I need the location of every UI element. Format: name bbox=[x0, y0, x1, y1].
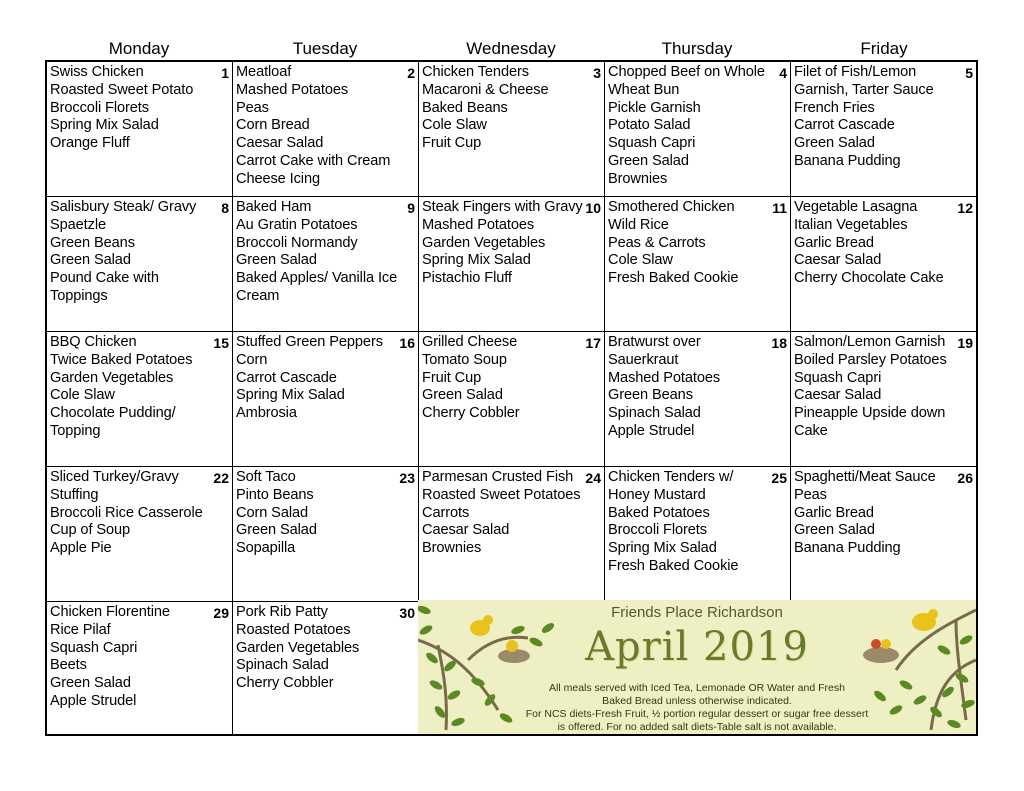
menu-item: Mashed Potatoes bbox=[608, 369, 721, 386]
menu-item: Broccoli Rice Casserole bbox=[50, 504, 203, 521]
menu-item-list bbox=[608, 199, 787, 288]
day-cell bbox=[47, 62, 233, 197]
day-cell bbox=[233, 602, 419, 734]
day-number: 22 bbox=[213, 470, 229, 486]
menu-item: Italian Vegetables bbox=[794, 216, 908, 233]
menu-item: Vegetable Lasagna bbox=[794, 199, 918, 215]
menu-item: French Fries bbox=[794, 99, 875, 116]
day-cell bbox=[419, 332, 605, 467]
meal-note-line: All meals served with Iced Tea, Lemonade OR Water and Fresh bbox=[549, 682, 845, 694]
menu-item: Corn Bread bbox=[236, 117, 310, 134]
menu-item-list bbox=[422, 199, 601, 288]
menu-item-list bbox=[236, 199, 415, 306]
day-number: 25 bbox=[771, 470, 787, 486]
menu-item: Salisbury Steak/ Gravy bbox=[50, 199, 197, 215]
menu-item: Caesar Salad bbox=[236, 135, 324, 152]
menu-item: Broccoli Normandy bbox=[236, 234, 358, 251]
menu-item-list bbox=[794, 199, 973, 288]
menu-item: Green Beans bbox=[608, 387, 693, 404]
day-cell bbox=[791, 332, 976, 467]
menu-item: Boiled Parsley Potatoes bbox=[794, 351, 947, 368]
menu-item: Pound Cake with bbox=[50, 270, 159, 287]
menu-item: Brownies bbox=[608, 170, 668, 187]
menu-item-list bbox=[236, 64, 415, 189]
menu-item: Green Salad bbox=[236, 252, 317, 269]
menu-item: Carrot Cake with Cream bbox=[236, 152, 391, 169]
day-cell bbox=[605, 467, 791, 602]
menu-item: Spaetzle bbox=[50, 216, 106, 233]
menu-item: Green Salad bbox=[794, 522, 875, 539]
weekday-header bbox=[46, 38, 978, 60]
menu-item: Orange Fluff bbox=[50, 135, 130, 152]
menu-item: Mashed Potatoes bbox=[422, 216, 535, 233]
meal-note-line: For NCS diets-Fresh Fruit, ½ portion regular dessert or sugar free dessert bbox=[525, 708, 869, 720]
menu-item-list bbox=[236, 604, 415, 693]
day-cell bbox=[47, 197, 233, 332]
menu-item-list bbox=[236, 334, 415, 423]
day-cell bbox=[605, 62, 791, 197]
month-title: April 2019 bbox=[585, 624, 809, 670]
menu-item-list bbox=[50, 469, 229, 558]
menu-item: Soft Taco bbox=[236, 469, 296, 485]
day-label-friday: Friday bbox=[860, 39, 908, 58]
menu-item: Peas bbox=[236, 99, 269, 116]
day-number: 10 bbox=[585, 200, 601, 216]
day-number: 9 bbox=[407, 200, 415, 216]
menu-item: Corn Salad bbox=[236, 504, 309, 521]
menu-item: Caesar Salad bbox=[794, 252, 882, 269]
day-number: 29 bbox=[213, 605, 229, 621]
menu-item: Carrots bbox=[422, 504, 470, 521]
menu-item: Macaroni & Cheese bbox=[422, 81, 549, 98]
menu-item: Potato Salad bbox=[608, 117, 691, 134]
day-label-thursday: Thursday bbox=[661, 39, 733, 58]
menu-item: Spring Mix Salad bbox=[236, 387, 345, 404]
menu-item: Sliced Turkey/Gravy bbox=[50, 469, 179, 485]
menu-item-list bbox=[608, 64, 787, 189]
menu-item: Cream bbox=[236, 287, 280, 304]
day-cell bbox=[233, 332, 419, 467]
menu-item: Chocolate Pudding/ bbox=[50, 405, 176, 422]
menu-item: Caesar Salad bbox=[794, 387, 882, 404]
menu-item: Corn bbox=[236, 351, 268, 368]
menu-item: Banana Pudding bbox=[794, 540, 901, 557]
day-cell bbox=[233, 62, 419, 197]
menu-item: Pork Rib Patty bbox=[236, 604, 328, 620]
menu-item-list bbox=[608, 469, 787, 576]
menu-item: Broccoli Florets bbox=[50, 99, 149, 116]
day-number: 24 bbox=[585, 470, 601, 486]
menu-item-list bbox=[50, 199, 229, 306]
day-number: 11 bbox=[772, 200, 787, 216]
day-cell bbox=[605, 332, 791, 467]
menu-item: Cherry Cobbler bbox=[236, 675, 334, 692]
day-cell bbox=[233, 467, 419, 602]
menu-item: Chicken Florentine bbox=[50, 604, 170, 620]
menu-item: Carrot Cascade bbox=[236, 369, 337, 386]
day-number: 19 bbox=[957, 335, 973, 351]
menu-item: Mashed Potatoes bbox=[236, 81, 349, 98]
menu-item: Smothered Chicken bbox=[608, 199, 735, 215]
menu-item: Peas bbox=[794, 486, 827, 503]
menu-item: Cole Slaw bbox=[50, 387, 115, 404]
menu-item: Parmesan Crusted Fish bbox=[422, 469, 574, 485]
menu-item: Steak Fingers with Gravy bbox=[422, 199, 583, 215]
menu-item: Apple Strudel bbox=[50, 692, 137, 709]
menu-item: Roasted Sweet Potato bbox=[50, 81, 194, 98]
menu-item: Sauerkraut bbox=[608, 351, 679, 368]
day-number: 5 bbox=[965, 65, 973, 81]
menu-item: Grilled Cheese bbox=[422, 334, 518, 350]
menu-item: Brownies bbox=[422, 540, 482, 557]
menu-item: Peas & Carrots bbox=[608, 234, 706, 251]
menu-item: Wild Rice bbox=[608, 216, 669, 233]
menu-item: Squash Capri bbox=[50, 639, 138, 656]
menu-item: Caesar Salad bbox=[422, 522, 510, 539]
menu-item: Garden Vegetables bbox=[236, 639, 360, 656]
menu-item: Roasted Sweet Potatoes bbox=[422, 486, 581, 503]
day-number: 4 bbox=[779, 65, 787, 81]
menu-item: Broccoli Florets bbox=[608, 522, 707, 539]
menu-item: Cole Slaw bbox=[422, 117, 487, 134]
menu-item: Filet of Fish/Lemon bbox=[794, 64, 917, 80]
menu-item: Topping bbox=[50, 422, 101, 439]
menu-item: Green Beans bbox=[50, 234, 135, 251]
menu-item-list bbox=[50, 334, 229, 441]
day-label-monday: Monday bbox=[108, 39, 170, 58]
menu-item: Baked Apples/ Vanilla Ice bbox=[236, 270, 398, 287]
menu-item: Cake bbox=[794, 422, 828, 439]
menu-item: Tomato Soup bbox=[422, 351, 507, 368]
day-cell bbox=[47, 332, 233, 467]
meal-note-line: Baked Bread unless otherwise indicated. bbox=[602, 695, 792, 707]
menu-item: Cole Slaw bbox=[608, 252, 673, 269]
day-label-wednesday: Wednesday bbox=[466, 39, 556, 58]
menu-item-list bbox=[794, 64, 973, 171]
menu-item: Cup of Soup bbox=[50, 522, 131, 539]
menu-item: Spring Mix Salad bbox=[50, 117, 159, 134]
menu-item: Garden Vegetables bbox=[422, 234, 546, 251]
meal-notes bbox=[478, 682, 916, 734]
day-cell bbox=[419, 197, 605, 332]
menu-item: Ambrosia bbox=[236, 405, 297, 422]
day-number: 1 bbox=[221, 65, 229, 81]
menu-item: Swiss Chicken bbox=[50, 64, 144, 80]
menu-item: Wheat Bun bbox=[608, 81, 680, 98]
menu-item: Fresh Baked Cookie bbox=[608, 557, 739, 574]
menu-item-list bbox=[794, 334, 973, 441]
menu-item: Squash Capri bbox=[608, 135, 696, 152]
menu-item: Green Salad bbox=[236, 522, 317, 539]
menu-item: Baked Potatoes bbox=[608, 504, 710, 521]
menu-item: Rice Pilaf bbox=[50, 621, 111, 638]
day-number: 2 bbox=[407, 65, 415, 81]
menu-item: Bratwurst over bbox=[608, 334, 701, 350]
menu-item: Stuffing bbox=[50, 486, 99, 503]
menu-item: Beets bbox=[50, 657, 87, 674]
menu-item-list bbox=[50, 604, 229, 711]
menu-item: Garlic Bread bbox=[794, 504, 874, 521]
month-banner bbox=[418, 600, 976, 734]
menu-item: Chicken Tenders w/ bbox=[608, 469, 734, 485]
day-cell bbox=[233, 197, 419, 332]
menu-item-list bbox=[422, 469, 601, 558]
day-cell bbox=[791, 197, 976, 332]
menu-item-list bbox=[422, 64, 601, 153]
menu-item: Fruit Cup bbox=[422, 135, 482, 152]
day-cell bbox=[47, 602, 233, 734]
menu-item: Banana Pudding bbox=[794, 152, 901, 169]
menu-item: Salmon/Lemon Garnish bbox=[794, 334, 946, 350]
menu-item: Roasted Potatoes bbox=[236, 621, 351, 638]
day-number: 16 bbox=[399, 335, 415, 351]
menu-item: Baked Beans bbox=[422, 99, 508, 116]
menu-item: Cherry Chocolate Cake bbox=[794, 270, 944, 287]
menu-item-list bbox=[50, 64, 229, 153]
menu-item-list bbox=[794, 469, 973, 558]
menu-item: Green Salad bbox=[794, 135, 875, 152]
menu-item: Chicken Tenders bbox=[422, 64, 529, 80]
menu-item: BBQ Chicken bbox=[50, 334, 137, 350]
day-number: 26 bbox=[957, 470, 973, 486]
menu-item: Green Salad bbox=[608, 152, 689, 169]
day-number: 15 bbox=[213, 335, 229, 351]
meal-note-line: is offered. For no added salt diets-Table salt is not available. bbox=[557, 721, 837, 733]
menu-item: Green Salad bbox=[422, 387, 503, 404]
menu-item: Green Salad bbox=[50, 675, 131, 692]
menu-item: Garlic Bread bbox=[794, 234, 874, 251]
day-number: 12 bbox=[957, 200, 973, 216]
day-number: 18 bbox=[771, 335, 787, 351]
day-cell bbox=[791, 467, 976, 602]
menu-item: Fruit Cup bbox=[422, 369, 482, 386]
menu-item: Green Salad bbox=[50, 252, 131, 269]
menu-item: Fresh Baked Cookie bbox=[608, 270, 739, 287]
day-number: 3 bbox=[593, 65, 601, 81]
menu-item: Spinach Salad bbox=[236, 657, 329, 674]
menu-item: Au Gratin Potatoes bbox=[236, 216, 358, 233]
menu-item: Honey Mustard bbox=[608, 486, 706, 503]
day-cell bbox=[419, 467, 605, 602]
day-number: 8 bbox=[221, 200, 229, 216]
day-cell bbox=[791, 62, 976, 197]
day-cell bbox=[419, 62, 605, 197]
menu-item: Garden Vegetables bbox=[50, 369, 174, 386]
menu-item: Cherry Cobbler bbox=[422, 405, 520, 422]
menu-item: Apple Strudel bbox=[608, 422, 695, 439]
menu-item: Pinto Beans bbox=[236, 486, 314, 503]
menu-item: Carrot Cascade bbox=[794, 117, 895, 134]
day-number: 23 bbox=[399, 470, 415, 486]
menu-item: Pineapple Upside down bbox=[794, 405, 946, 422]
menu-item-list bbox=[422, 334, 601, 423]
menu-item: Garnish, Tarter Sauce bbox=[794, 81, 934, 98]
menu-item: Pickle Garnish bbox=[608, 99, 701, 116]
menu-item: Chopped Beef on Whole bbox=[608, 64, 765, 80]
menu-item: Spinach Salad bbox=[608, 405, 701, 422]
menu-item: Sopapilla bbox=[236, 540, 296, 557]
day-number: 30 bbox=[399, 605, 415, 621]
menu-item: Spaghetti/Meat Sauce bbox=[794, 469, 936, 485]
menu-item: Spring Mix Salad bbox=[422, 252, 531, 269]
menu-item-list bbox=[608, 334, 787, 441]
menu-item: Pistachio Fluff bbox=[422, 270, 512, 287]
menu-item: Twice Baked Potatoes bbox=[50, 351, 193, 368]
menu-item: Baked Ham bbox=[236, 199, 312, 215]
menu-item: Toppings bbox=[50, 287, 108, 304]
menu-item: Spring Mix Salad bbox=[608, 540, 717, 557]
menu-item-list bbox=[236, 469, 415, 558]
facility-name: Friends Place Richardson bbox=[611, 604, 783, 621]
day-number: 17 bbox=[585, 335, 601, 351]
menu-item: Stuffed Green Peppers bbox=[236, 334, 383, 350]
menu-item: Cheese Icing bbox=[236, 170, 320, 187]
day-cell bbox=[605, 197, 791, 332]
menu-item: Meatloaf bbox=[236, 64, 292, 80]
day-cell bbox=[47, 467, 233, 602]
menu-item: Apple Pie bbox=[50, 540, 112, 557]
day-label-tuesday: Tuesday bbox=[292, 39, 358, 58]
menu-item: Squash Capri bbox=[794, 369, 882, 386]
